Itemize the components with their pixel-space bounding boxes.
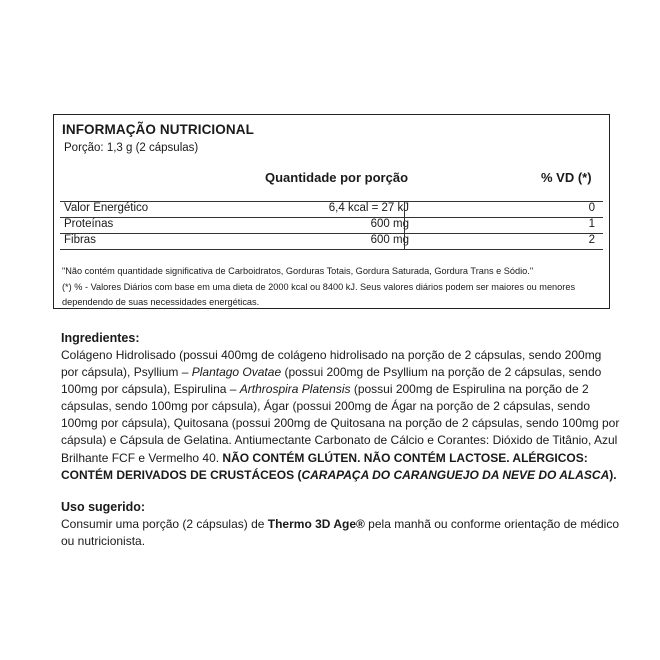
nutrition-notes — [62, 264, 602, 311]
table-row — [60, 233, 603, 249]
nutrient-daily-value: 0 — [588, 202, 595, 214]
nutrient-amount: 6,4 kcal = 27 kJ — [328, 202, 409, 214]
usage-section — [61, 499, 621, 550]
portion-size: Porção: 1,3 g (2 cápsulas) — [64, 142, 199, 154]
nutrition-facts-table — [53, 114, 610, 309]
table-divider — [60, 249, 603, 250]
usage-heading: Uso sugerido: — [61, 500, 146, 514]
column-header-daily-value: % VD (*) — [541, 170, 592, 185]
usage-text-part: pela manhã ou conforme orientação de médico ou nutricionista. — [61, 517, 619, 549]
allergen-source: CARAPAÇA DO CARANGUEJO DA NEVE DO ALASCA — [301, 467, 610, 482]
table-row — [60, 201, 603, 217]
ingredients-text-part: Colágeno Hidrolisado (possui 400mg de colágeno hidrolisado na porção de 2 cápsulas, sendo 200mg por cápsula), Psyllium – — [61, 348, 602, 380]
product-name: Thermo 3D Age® — [267, 517, 365, 531]
allergen-warning-end: ). — [609, 467, 617, 482]
allergen-warning: NÃO CONTÉM GLÚTEN. NÃO CONTÉM LACTOSE. ALÉRGICOS: CONTÉM DERIVADOS DE CRUSTÁCEOS ( — [61, 450, 588, 482]
usage-text — [61, 516, 621, 550]
ingredients-text-part: (possui 200mg de Psyllium na porção de 2 cápsulas, sendo 100mg por cápsula), Espirulina – — [61, 365, 602, 397]
nutrient-daily-value: 2 — [588, 234, 595, 246]
column-header-quantity: Quantidade por porção — [265, 170, 409, 185]
nutrient-name: Valor Energético — [64, 202, 149, 214]
note-line: "Não contém quantidade significativa de Carboidratos, Gorduras Totais, Gordura Saturada, Gordura Trans e Sódio." — [62, 266, 534, 276]
ingredients-heading: Ingredientes: — [61, 331, 140, 345]
ingredients-species-name: Arthrospira Platensis — [239, 382, 351, 397]
nutrient-daily-value: 1 — [588, 218, 595, 230]
ingredients-text-part: (possui 200mg de Espirulina na porção de 2 cápsulas, sendo 100mg por cápsula), Ágar (possui 200mg de Ágar na porção de 2 cápsulas, sendo 100mg por cápsula), Quitosana (possui 200mg de Quitosana na porção de 2 cápsulas, sendo 100mg por cápsula) e Cápsula de Gelatina. Antiumectante Carbonato de Cálcio e Corantes: Dióxido de Titânio, Azul Brilhante FCF e Vermelho 40. — [61, 382, 620, 465]
ingredients-species-name: Plantago Ovatae — [191, 365, 282, 380]
nutrient-name: Fibras — [64, 234, 96, 246]
nutrition-title: INFORMAÇÃO NUTRICIONAL — [62, 122, 254, 137]
note-line: (*) % - Valores Diários com base em uma dieta de 2000 kcal ou 8400 kJ. Seus valores diários podem ser maiores ou menores — [62, 281, 576, 292]
ingredients-text — [61, 347, 621, 484]
usage-text-part: Consumir uma porção (2 cápsulas) de — [61, 517, 268, 531]
table-row — [60, 217, 603, 233]
ingredients-section — [61, 330, 621, 484]
column-separator — [404, 201, 405, 249]
nutrient-name: Proteínas — [64, 218, 114, 230]
nutrient-amount: 600 mg — [370, 218, 409, 230]
nutrient-amount: 600 mg — [370, 234, 409, 246]
note-line: dependendo de suas necessidades energéticas. — [62, 297, 260, 307]
